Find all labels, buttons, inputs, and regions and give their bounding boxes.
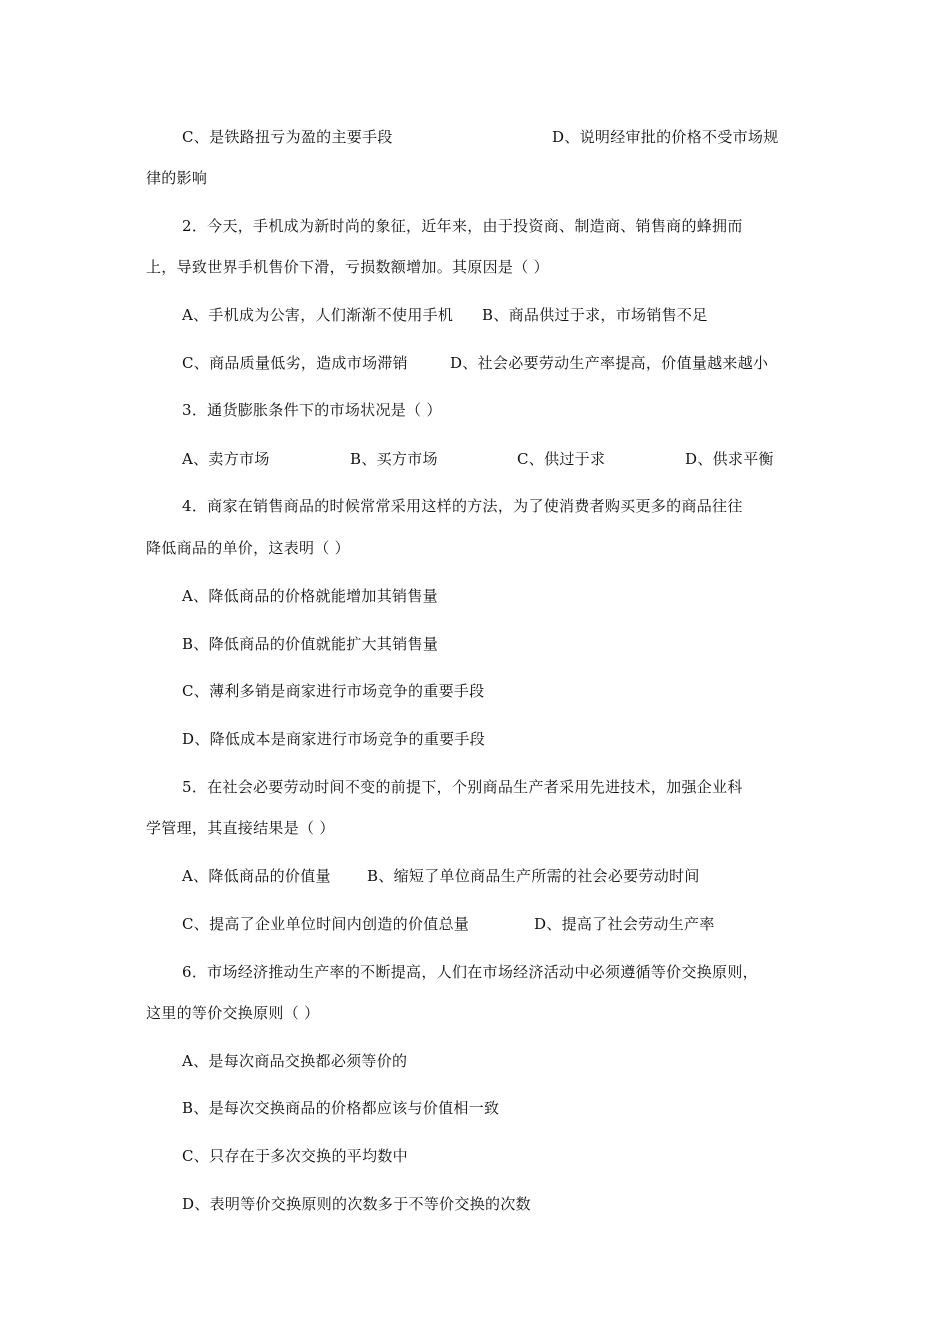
q5-option-a: A、降低商品的价值量 — [182, 867, 331, 885]
q3-option-c: C、供过于求 — [517, 450, 606, 468]
q1-option-c: C、是铁路扭亏为盈的主要手段 — [182, 128, 393, 146]
q1-option-d: D、说明经审批的价格不受市场规 — [552, 128, 779, 146]
q4-stem-line1: 4．商家在销售商品的时候常常采用这样的方法，为了使消费者购买更多的商品往往 — [182, 497, 743, 515]
q5-option-b: B、缩短了单位商品生产所需的社会必要劳动时间 — [367, 867, 700, 885]
q5-option-c: C、提高了企业单位时间内创造的价值总量 — [182, 915, 470, 933]
q2-stem-line2: 上，导致世界手机售价下滑，亏损数额增加。其原因是（ ） — [146, 258, 549, 276]
q6-stem-line1: 6．市场经济推动生产率的不断提高，人们在市场经济活动中必须遵循等价交换原则， — [182, 963, 758, 981]
q6-stem-line2: 这里的等价交换原则（ ） — [146, 1004, 320, 1022]
q6-option-a: A、是每次商品交换都必须等价的 — [182, 1052, 408, 1070]
q5-stem-line1: 5．在社会必要劳动时间不变的前提下，个别商品生产者采用先进技术，加强企业科 — [182, 778, 743, 796]
q1-option-d-continued: 律的影响 — [146, 169, 208, 187]
q3-option-b: B、买方市场 — [350, 450, 438, 468]
q4-option-b: B、降低商品的价值就能扩大其销售量 — [182, 635, 439, 653]
q2-stem-line1: 2．今天，手机成为新时尚的象征，近年来，由于投资商、制造商、销售商的蜂拥而 — [182, 217, 743, 235]
q4-option-a: A、降低商品的价格就能增加其销售量 — [182, 587, 438, 605]
q4-stem-line2: 降低商品的单价，这表明（ ） — [146, 539, 350, 557]
q2-option-b: B、商品供过于求，市场销售不足 — [482, 306, 708, 324]
q3-option-d: D、供求平衡 — [685, 450, 774, 468]
q5-option-d: D、提高了社会劳动生产率 — [534, 915, 715, 933]
q2-option-a: A、手机成为公害，人们渐渐不使用手机 — [182, 306, 454, 324]
q4-option-d: D、降低成本是商家进行市场竞争的重要手段 — [182, 730, 486, 748]
q2-option-d: D、社会必要劳动生产率提高，价值量越来越小 — [450, 354, 769, 372]
q3-stem: 3．通货膨胀条件下的市场状况是（ ） — [182, 401, 442, 419]
q3-option-a: A、卖方市场 — [182, 450, 270, 468]
q2-option-c: C、商品质量低劣，造成市场滞销 — [182, 354, 408, 372]
q6-option-b: B、是每次交换商品的价格都应该与价值相一致 — [182, 1099, 500, 1117]
q6-option-c: C、只存在于多次交换的平均数中 — [182, 1147, 408, 1165]
q5-stem-line2: 学管理，其直接结果是（ ） — [146, 819, 335, 837]
q4-option-c: C、薄利多销是商家进行市场竞争的重要手段 — [182, 682, 485, 700]
q6-option-d: D、表明等价交换原则的次数多于不等价交换的次数 — [182, 1195, 531, 1213]
